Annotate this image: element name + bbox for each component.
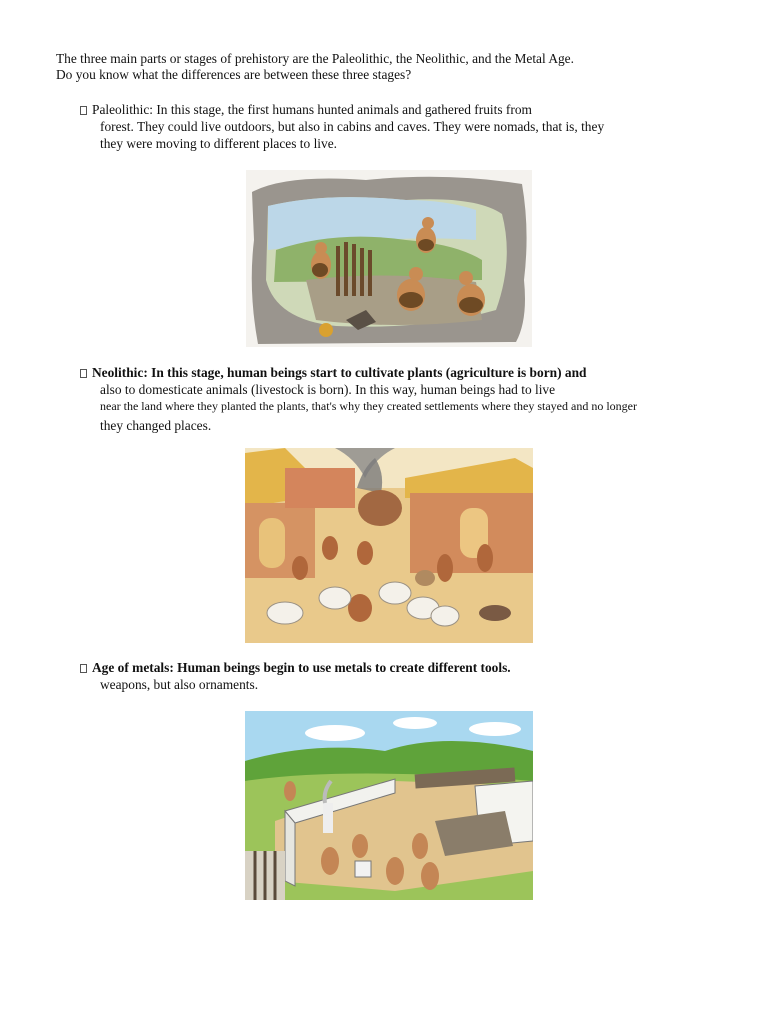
neolithic-line-2: also to domesticate animals (livestock is born). In this way, human beings had to live xyxy=(100,382,556,397)
metals-item xyxy=(80,659,511,693)
intro-line-2: Do you know what the differences are between these three stages? xyxy=(56,67,412,82)
neolithic-line-3: near the land where they planted the plants, that's why they created settlements where they stayed and no longer xyxy=(100,399,637,413)
paleolithic-line-3: they were moving to different places to live. xyxy=(100,136,337,151)
intro-line-1: The three main parts or stages of prehistory are the Paleolithic, the Neolithic, and the Metal Age. xyxy=(56,51,574,66)
bullet-box-icon xyxy=(80,369,87,378)
village-scene-illustration xyxy=(245,448,533,643)
metal-workshop-illustration xyxy=(245,711,533,900)
paleolithic-line-1: Paleolithic: In this stage, the first humans hunted animals and gathered fruits from xyxy=(92,102,532,117)
metals-line-1: Age of metals: Human beings begin to use metals to create different tools. xyxy=(92,660,511,675)
neolithic-item xyxy=(80,364,637,434)
neolithic-line-1: Neolithic: In this stage, human beings start to cultivate plants (agriculture is born) and xyxy=(92,365,587,380)
neolithic-line-4: they changed places. xyxy=(100,418,212,433)
paleolithic-line-2: forest. They could live outdoors, but also in cabins and caves. They were nomads, that is, they xyxy=(100,119,605,134)
bullet-box-icon xyxy=(80,664,87,673)
metals-line-2: weapons, but also ornaments. xyxy=(100,677,259,692)
bullet-box-icon xyxy=(80,106,87,115)
intro-paragraph xyxy=(56,51,574,83)
cave-scene-illustration xyxy=(246,170,532,347)
paleolithic-item xyxy=(80,101,604,152)
